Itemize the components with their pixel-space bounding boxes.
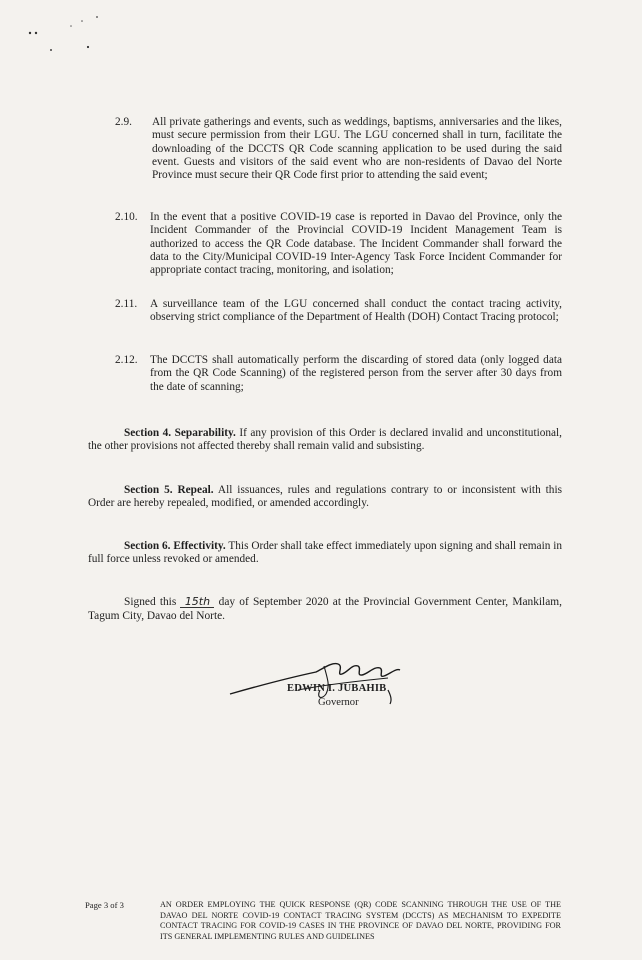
clause-number: 2.9. xyxy=(115,116,132,128)
section-text: If any provision of this Order is declared invalid and unconstitutional, the other provisions not affected thereby shall remain valid and subsisting. xyxy=(88,427,562,453)
clause-2-9 xyxy=(116,116,562,182)
clause-text: In the event that a positive COVID-19 case is reported in Davao del Province, only the Incident Commander of the Provincial COVID-19 Incident Management Team is authorized to access the QR Code database. The Incident Commander shall forward the data to the City/Municipal COVID-19 Inter-Agency Task Force Incident Commander for appropriate contact tracing, monitoring, and isolation; xyxy=(150,211,562,277)
section-text: All issuances, rules and regulations contrary to or inconsistent with this Order are hereby repealed, modified, or amended accordingly. xyxy=(88,484,562,510)
section-heading: Section 6. Effectivity. xyxy=(124,540,226,552)
footer-order-title: AN ORDER EMPLOYING THE QUICK RESPONSE (QR) CODE SCANNING THROUGH THE USE OF THE DAVAO DEL NORTE COVID-19 CONTACT TRACING SYSTEM (DCCTS) AS MECHANISM TO EXPEDITE CONTACT TRACING FOR COVID-19 CASES IN THE PROVINCE OF DAVAO DEL NORTE, PROVIDING FOR ITS GENERAL IMPLEMENTING RULES AND GUIDELINES xyxy=(160,900,561,941)
signing-statement xyxy=(88,596,562,623)
section-5-repeal xyxy=(88,484,562,511)
section-heading: Section 4. Separability. xyxy=(124,427,236,439)
clause-number: 2.12. xyxy=(115,354,138,366)
section-4-separability xyxy=(88,427,562,454)
clause-number: 2.11. xyxy=(115,298,138,310)
clause-text: A surveillance team of the LGU concerned shall conduct the contact tracing activity, observing strict compliance of the Department of Health (DOH) Contact Tracing protocol; xyxy=(150,298,562,324)
clause-2-12 xyxy=(116,354,562,394)
page-number: Page 3 of 3 xyxy=(85,900,124,910)
section-6-effectivity xyxy=(88,540,562,567)
signatory-title: Governor xyxy=(318,697,359,708)
section-heading: Section 5. Repeal. xyxy=(124,484,214,496)
clause-text: The DCCTS shall automatically perform the discarding of stored data (only logged data from the QR Code Scanning) of the registered person from the server after 30 days from the date of scanning; xyxy=(150,354,562,393)
signatory-name: EDWIN I. JUBAHIB xyxy=(287,683,387,694)
signed-prefix: Signed this xyxy=(124,596,177,608)
scan-specks xyxy=(0,0,120,60)
clause-text: All private gatherings and events, such as weddings, baptisms, anniversaries and the likes, must secure permission from their LGU. The LGU concerned shall in turn, facilitate the downloading of the DCCTS QR Code scanning application to be used during the said event. Guests and visitors of the said event who are non-residents of Davao del Norte Province must secure their QR Code first prior to attending the said event; xyxy=(152,116,562,182)
clause-number: 2.10. xyxy=(115,211,138,223)
clause-2-10 xyxy=(116,211,562,277)
clause-2-11 xyxy=(116,298,562,325)
signed-day: 15th xyxy=(180,596,214,608)
signed-suffix: day of September 2020 at the Provincial Government Center, Mankilam, Tagum City, Davao del Norte. xyxy=(88,596,562,622)
section-text: This Order shall take effect immediately upon signing and shall remain in full force unless revoked or amended. xyxy=(88,540,562,566)
